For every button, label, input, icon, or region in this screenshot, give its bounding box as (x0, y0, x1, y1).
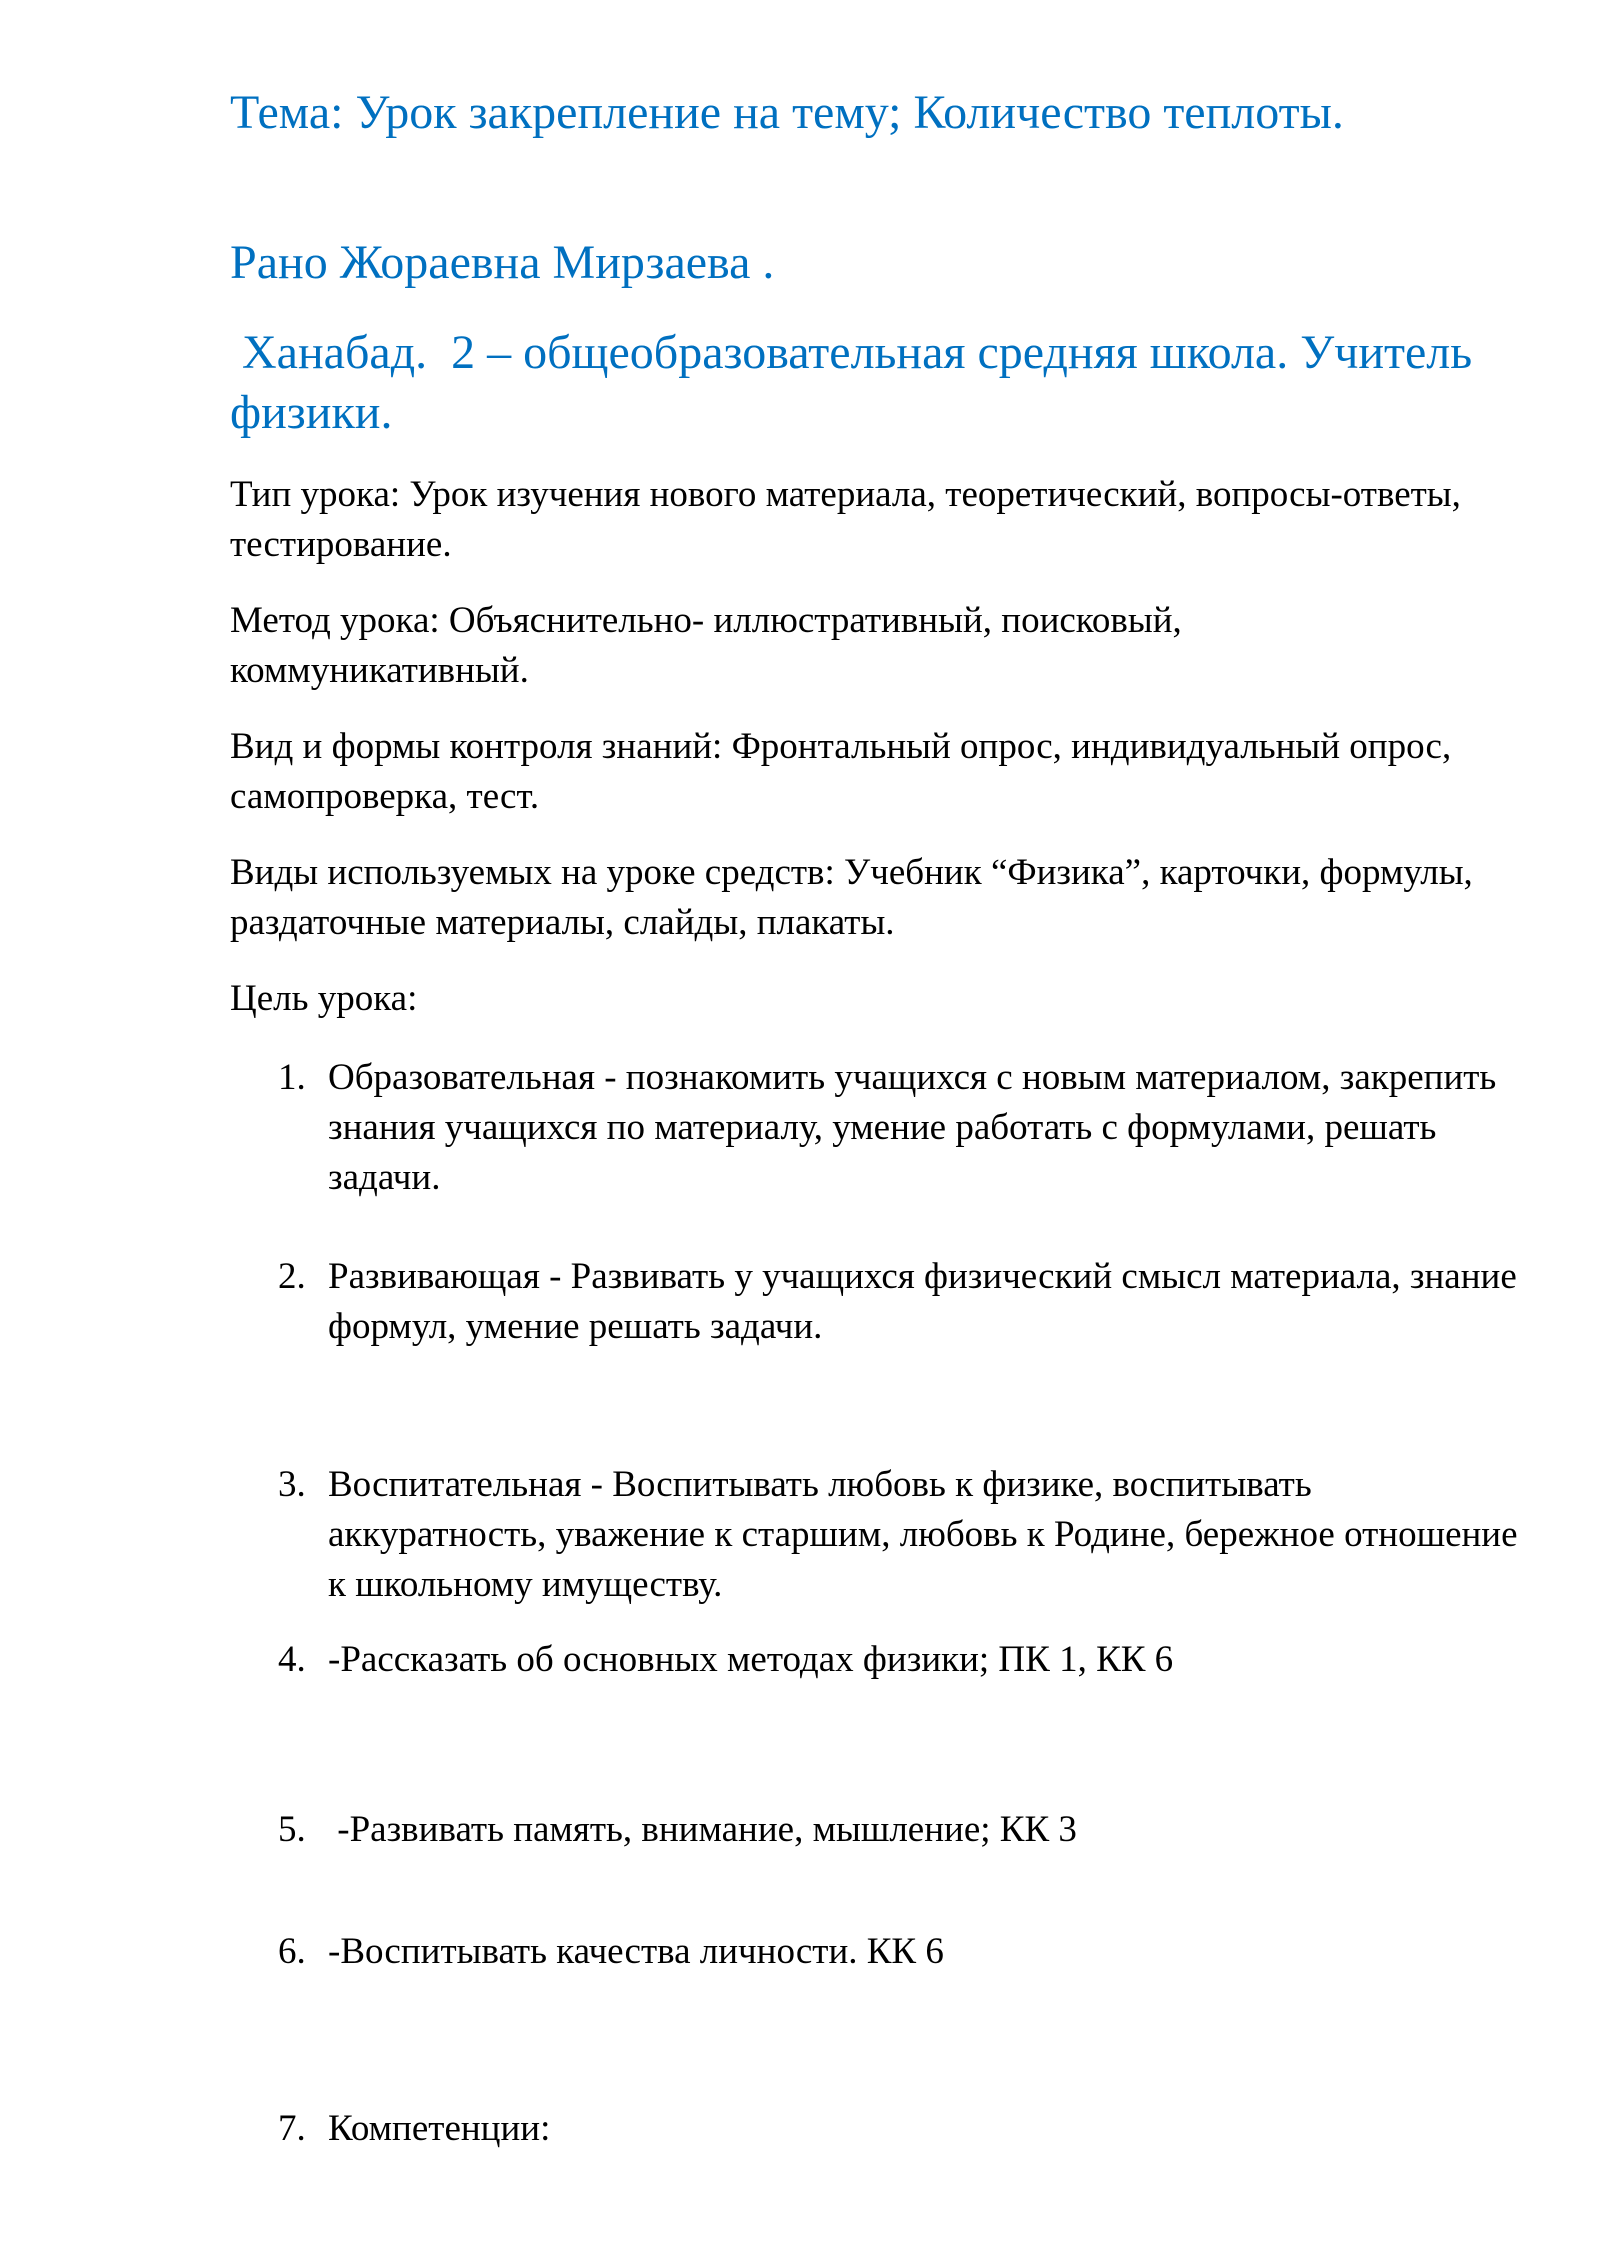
school-heading: Ханабад. 2 – общеобразовательная средняя школа. Учитель физики. (230, 326, 1485, 439)
goal-number: 2. (278, 1256, 306, 1297)
lesson-topic-heading: Тема: Урок закрепление на тему; Количество теплоты. (230, 86, 1344, 139)
goal-text: Развивающая - Развивать у учащихся физический смысл материала, знание формул, умение решать задачи. (328, 1256, 1517, 1347)
goal-text: -Рассказать об основных методах физики; ПК 1, КК 6 (328, 1639, 1174, 1680)
lesson-tools-paragraph: Виды используемых на уроке средств: Учебник “Физика”, карточки, формулы, раздаточные материалы, слайды, плакаты. (230, 852, 1473, 943)
author-name-heading: Рано Жораевна Мирзаева . (230, 236, 775, 289)
knowledge-control-paragraph: Вид и формы контроля знаний: Фронтальный опрос, индивидуальный опрос, самопроверка, тест. (230, 726, 1452, 817)
goal-number: 1. (278, 1057, 306, 1098)
goal-text: Компетенции: (328, 2108, 551, 2149)
lesson-goal-label: Цель урока: (230, 978, 418, 1019)
goal-text: -Развивать память, внимание, мышление; КК 3 (328, 1809, 1077, 1850)
goal-number: 5. (278, 1809, 306, 1850)
goal-number: 4. (278, 1639, 306, 1680)
goal-text: Образовательная - познакомить учащихся с новым материалом, закрепить знания учащихся по материалу, умение работать с формулами, решать задачи. (328, 1057, 1497, 1198)
goal-number: 6. (278, 1931, 306, 1972)
goal-number: 7. (278, 2108, 306, 2149)
goal-number: 3. (278, 1464, 306, 1505)
goal-text: -Воспитывать качества личности. КК 6 (328, 1931, 944, 1972)
lesson-type-paragraph: Тип урока: Урок изучения нового материала, теоретический, вопросы-ответы, тестирование. (230, 474, 1461, 565)
goal-text: Воспитательная - Воспитывать любовь к физике, воспитывать аккуратность, уважение к старшим, любовь к Родине, бережное отношение к школьному имуществу. (328, 1464, 1518, 1605)
lesson-method-paragraph: Метод урока: Объяснительно- иллюстративный, поисковый, коммуникативный. (230, 600, 1182, 691)
